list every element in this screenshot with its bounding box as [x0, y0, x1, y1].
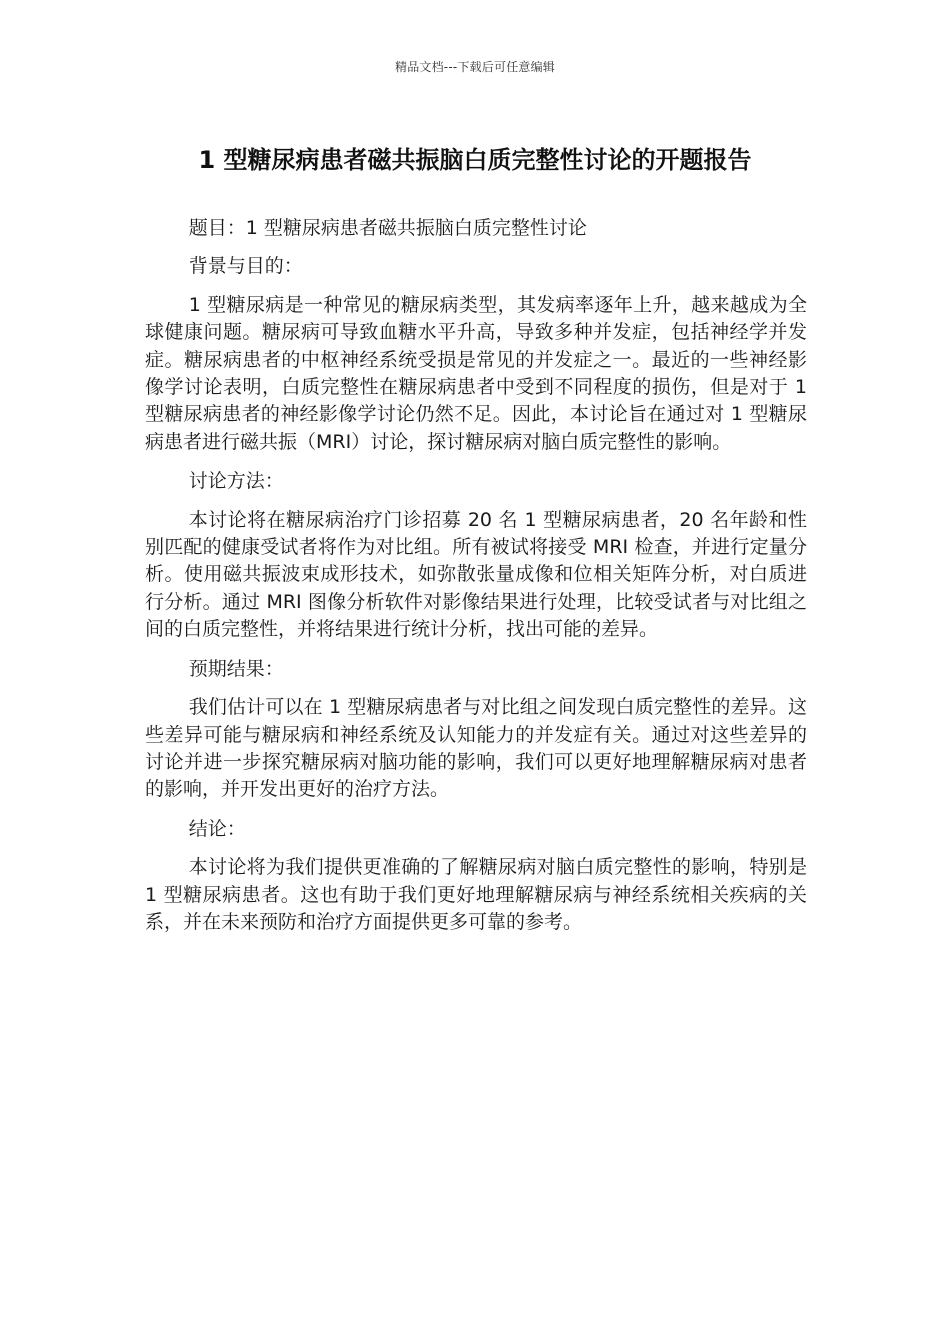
document-body [145, 215, 807, 948]
method-heading: 讨论方法： [188, 470, 284, 493]
header-note: 精品文档---下载后可任意编辑 [395, 60, 555, 74]
background-heading: 背景与目的： [188, 255, 303, 278]
conclusion-paragraph: 本讨论将为我们提供更准确的了解糖尿病对脑白质完整性的影响，特别是 1 型糖尿病患者。这也有助于我们更好地理解糖尿病与神经系统相关疾病的关系，并在未来预防和治疗方面提供更多可靠的参考。 [145, 856, 807, 933]
expected-paragraph: 我们估计可以在 1 型糖尿病患者与对比组之间发现白质完整性的差异。这些差异可能与糖尿病和神经系统及认知能力的并发症有关。通过对这些差异的讨论并进一步探究糖尿病对脑功能的影响，我们可以更好地理解糖尿病对患者的影响，并开发出更好的治疗方法。 [145, 696, 807, 801]
conclusion-heading: 结论： [188, 817, 246, 840]
page-title: 1 型糖尿病患者磁共振脑白质完整性讨论的开题报告 [198, 146, 752, 174]
expected-heading: 预期结果： [188, 657, 284, 680]
topic-line: 题目：1 型糖尿病患者磁共振脑白质完整性讨论 [188, 217, 587, 239]
background-paragraph: 1 型糖尿病是一种常见的糖尿病类型，其发病率逐年上升，越来越成为全球健康问题。糖尿病可导致血糖水平升高，导致多种并发症，包括神经学并发症。糖尿病患者的中枢神经系统受损是常见的并发症之一。最近的一些神经影像学讨论表明，白质完整性在糖尿病患者中受到不同程度的损伤，但是对于 1 型糖尿病患者的神经影像学讨论仍然不足。因此，本讨论旨在通过对 1 型糖尿病患者进行磁共振（MRI）讨论，探讨糖尿病对脑白质完整性的影响。 [145, 293, 807, 453]
method-paragraph: 本讨论将在糖尿病治疗门诊招募 20 名 1 型糖尿病患者，20 名年龄和性别匹配的健康受试者将作为对比组。所有被试将接受 MRI 检查，并进行定量分析。使用磁共振波束成形技术，如弥散张量成像和位相关矩阵分析，对白质进行分析。通过 MRI 图像分析软件对影像结果进行处理，比较受试者与对比组之间的白质完整性，并将结果进行统计分析，找出可能的差异。 [145, 508, 807, 641]
